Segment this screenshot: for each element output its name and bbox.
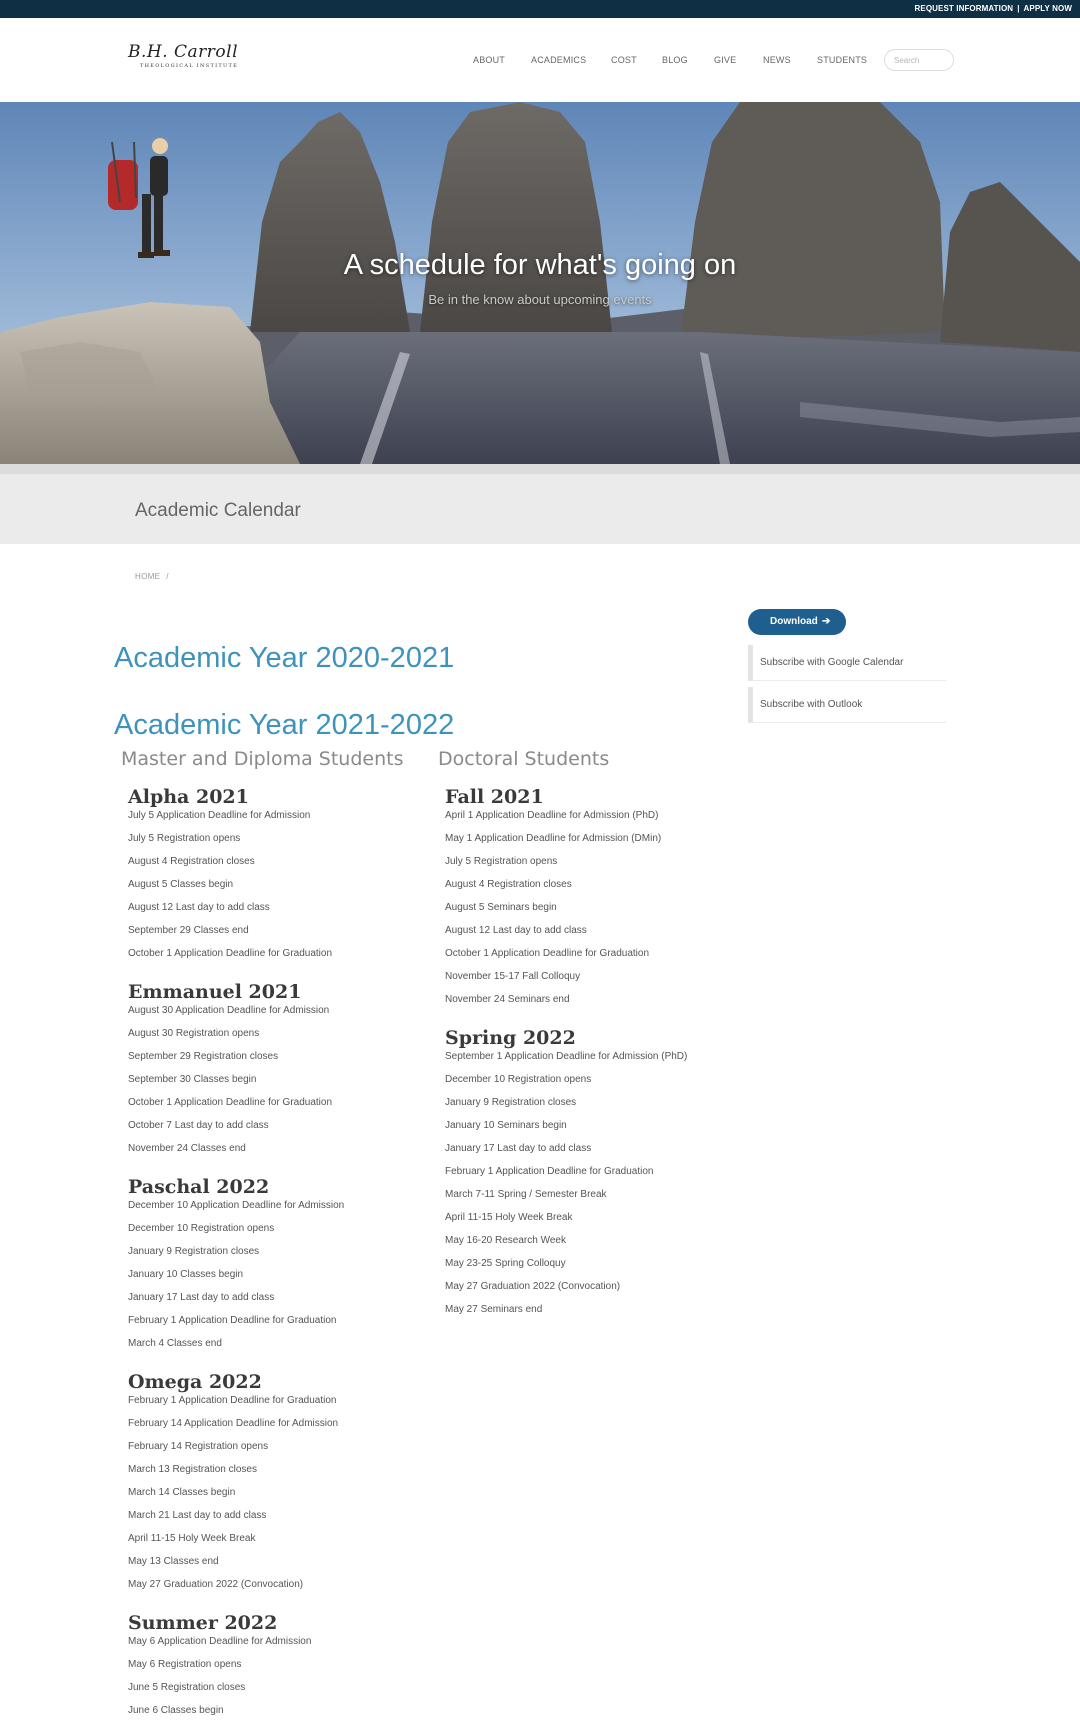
nav-about[interactable]: ABOUT — [473, 55, 506, 65]
calendar-event: November 24 Seminars end — [445, 994, 570, 1005]
calendar-event: July 5 Application Deadline for Admission — [128, 810, 311, 821]
site-header — [0, 18, 1080, 102]
calendar-event: April 11-15 Holy Week Break — [128, 1533, 256, 1544]
nav-academics[interactable]: ACADEMICS — [531, 55, 587, 65]
logo-script-text: B.H. Carroll — [128, 42, 239, 62]
calendar-event: August 4 Registration closes — [445, 879, 572, 890]
calendar-event: September 30 Classes begin — [128, 1074, 257, 1085]
calendar-event: May 6 Registration opens — [128, 1659, 242, 1670]
calendar-event: August 5 Classes begin — [128, 879, 234, 890]
calendar-event: May 13 Classes end — [128, 1556, 219, 1567]
calendar-event: May 27 Graduation 2022 (Convocation) — [445, 1281, 621, 1292]
calendar-event: September 29 Classes end — [128, 925, 249, 936]
term-heading: Fall 2021 — [445, 786, 544, 808]
arrow-right-icon: ➔ — [822, 616, 831, 627]
calendar-event: February 1 Application Deadline for Graduation — [128, 1315, 337, 1326]
download-button-label: Download — [770, 616, 818, 627]
calendar-event: January 10 Classes begin — [128, 1269, 244, 1280]
column-heading-doctoral: Doctoral Students — [438, 748, 610, 770]
page-title: Academic Calendar — [135, 500, 301, 521]
nav-give[interactable]: GIVE — [714, 55, 737, 65]
nav-students[interactable]: STUDENTS — [817, 55, 868, 65]
page-title-band — [0, 464, 1080, 544]
logo-subtitle: THEOLOGICAL INSTITUTE — [140, 63, 239, 69]
term-heading: Summer 2022 — [128, 1612, 278, 1634]
search-input[interactable] — [884, 49, 954, 71]
hero-mountain-image — [0, 102, 1080, 464]
calendar-event: October 1 Application Deadline for Graduation — [128, 948, 333, 959]
calendar-event: April 11-15 Holy Week Break — [445, 1212, 573, 1223]
calendar-event: May 27 Graduation 2022 (Convocation) — [128, 1579, 304, 1590]
calendar-event: August 12 Last day to add class — [128, 902, 270, 913]
term-heading: Spring 2022 — [445, 1027, 576, 1049]
nav-news[interactable]: NEWS — [763, 55, 791, 65]
calendar-event: January 10 Seminars begin — [445, 1120, 567, 1131]
calendar-event: May 27 Seminars end — [445, 1304, 543, 1315]
calendar-event: February 1 Application Deadline for Graduation — [128, 1395, 337, 1406]
calendar-event: June 5 Registration closes — [128, 1682, 246, 1693]
download-button[interactable] — [748, 609, 846, 635]
nav-blog[interactable]: BLOG — [662, 55, 688, 65]
calendar-event: January 17 Last day to add class — [128, 1292, 275, 1303]
calendar-event: January 9 Registration closes — [128, 1246, 260, 1257]
calendar-event: May 1 Application Deadline for Admission (DMin) — [445, 833, 662, 844]
breadcrumb — [135, 572, 169, 581]
hero-title: A schedule for what's going on — [343, 249, 737, 281]
calendar-event: September 29 Registration closes — [128, 1051, 279, 1062]
calendar-event: September 1 Application Deadline for Admission (PhD) — [445, 1051, 688, 1062]
calendar-event: January 17 Last day to add class — [445, 1143, 592, 1154]
apply-now-link[interactable]: APPLY NOW — [1023, 4, 1072, 13]
calendar-event: May 6 Application Deadline for Admission — [128, 1636, 312, 1647]
site-logo[interactable] — [128, 42, 240, 72]
calendar-event: October 7 Last day to add class — [128, 1120, 269, 1131]
calendar-event: December 10 Registration opens — [445, 1074, 592, 1085]
year-heading-2020: Academic Year 2020-2021 — [114, 642, 455, 674]
top-bar — [0, 0, 1080, 18]
year-heading-2021: Academic Year 2021-2022 — [114, 709, 455, 741]
request-information-link[interactable]: REQUEST INFORMATION — [914, 4, 1014, 13]
subscribe-outlook-label: Subscribe with Outlook — [760, 699, 863, 710]
subscribe-google-label: Subscribe with Google Calendar — [760, 657, 904, 668]
top-links — [915, 4, 1072, 13]
calendar-event: April 1 Application Deadline for Admission (PhD) — [445, 810, 659, 821]
hero-subtitle: Be in the know about upcoming events — [428, 292, 652, 307]
calendar-event: December 10 Registration opens — [128, 1223, 275, 1234]
calendar-event: March 7-11 Spring / Semester Break — [445, 1189, 607, 1200]
calendar-event: August 30 Application Deadline for Admission — [128, 1005, 330, 1016]
term-heading: Omega 2022 — [128, 1371, 262, 1393]
calendar-event: February 14 Registration opens — [128, 1441, 269, 1452]
breadcrumb-home-link[interactable]: HOME — [135, 572, 161, 581]
calendar-event: February 14 Application Deadline for Admission — [128, 1418, 339, 1429]
subscribe-google-link[interactable] — [748, 645, 946, 681]
term-heading: Paschal 2022 — [128, 1176, 270, 1198]
term-heading: Alpha 2021 — [128, 786, 249, 808]
calendar-event: March 14 Classes begin — [128, 1487, 236, 1498]
calendar-event: August 30 Registration opens — [128, 1028, 260, 1039]
calendar-event: November 15-17 Fall Colloquy — [445, 971, 581, 982]
calendar-event: March 13 Registration closes — [128, 1464, 257, 1475]
nav-cost[interactable]: COST — [611, 55, 637, 65]
term-heading: Emmanuel 2021 — [128, 981, 302, 1003]
calendar-event: August 4 Registration closes — [128, 856, 255, 867]
calendar-event: November 24 Classes end — [128, 1143, 246, 1154]
calendar-event: May 16-20 Research Week — [445, 1235, 566, 1246]
calendar-event: February 1 Application Deadline for Graduation — [445, 1166, 654, 1177]
calendar-event: March 21 Last day to add class — [128, 1510, 267, 1521]
column-heading-master: Master and Diploma Students — [121, 748, 404, 770]
calendar-event: March 4 Classes end — [128, 1338, 222, 1349]
calendar-event: June 6 Classes begin — [128, 1705, 224, 1716]
calendar-event: August 12 Last day to add class — [445, 925, 587, 936]
calendar-event: July 5 Registration opens — [445, 856, 558, 867]
calendar-event: October 1 Application Deadline for Graduation — [128, 1097, 333, 1108]
calendar-event: December 10 Application Deadline for Admission — [128, 1200, 345, 1211]
breadcrumb-separator: / — [166, 572, 169, 581]
subscribe-outlook-link[interactable] — [748, 687, 946, 723]
calendar-event: October 1 Application Deadline for Graduation — [445, 948, 650, 959]
calendar-event: August 5 Seminars begin — [445, 902, 557, 913]
hero-banner — [0, 102, 1080, 464]
calendar-event: May 23-25 Spring Colloquy — [445, 1258, 566, 1269]
calendar-event: July 5 Registration opens — [128, 833, 241, 844]
calendar-event: January 9 Registration closes — [445, 1097, 577, 1108]
top-links-separator: | — [1017, 4, 1020, 13]
